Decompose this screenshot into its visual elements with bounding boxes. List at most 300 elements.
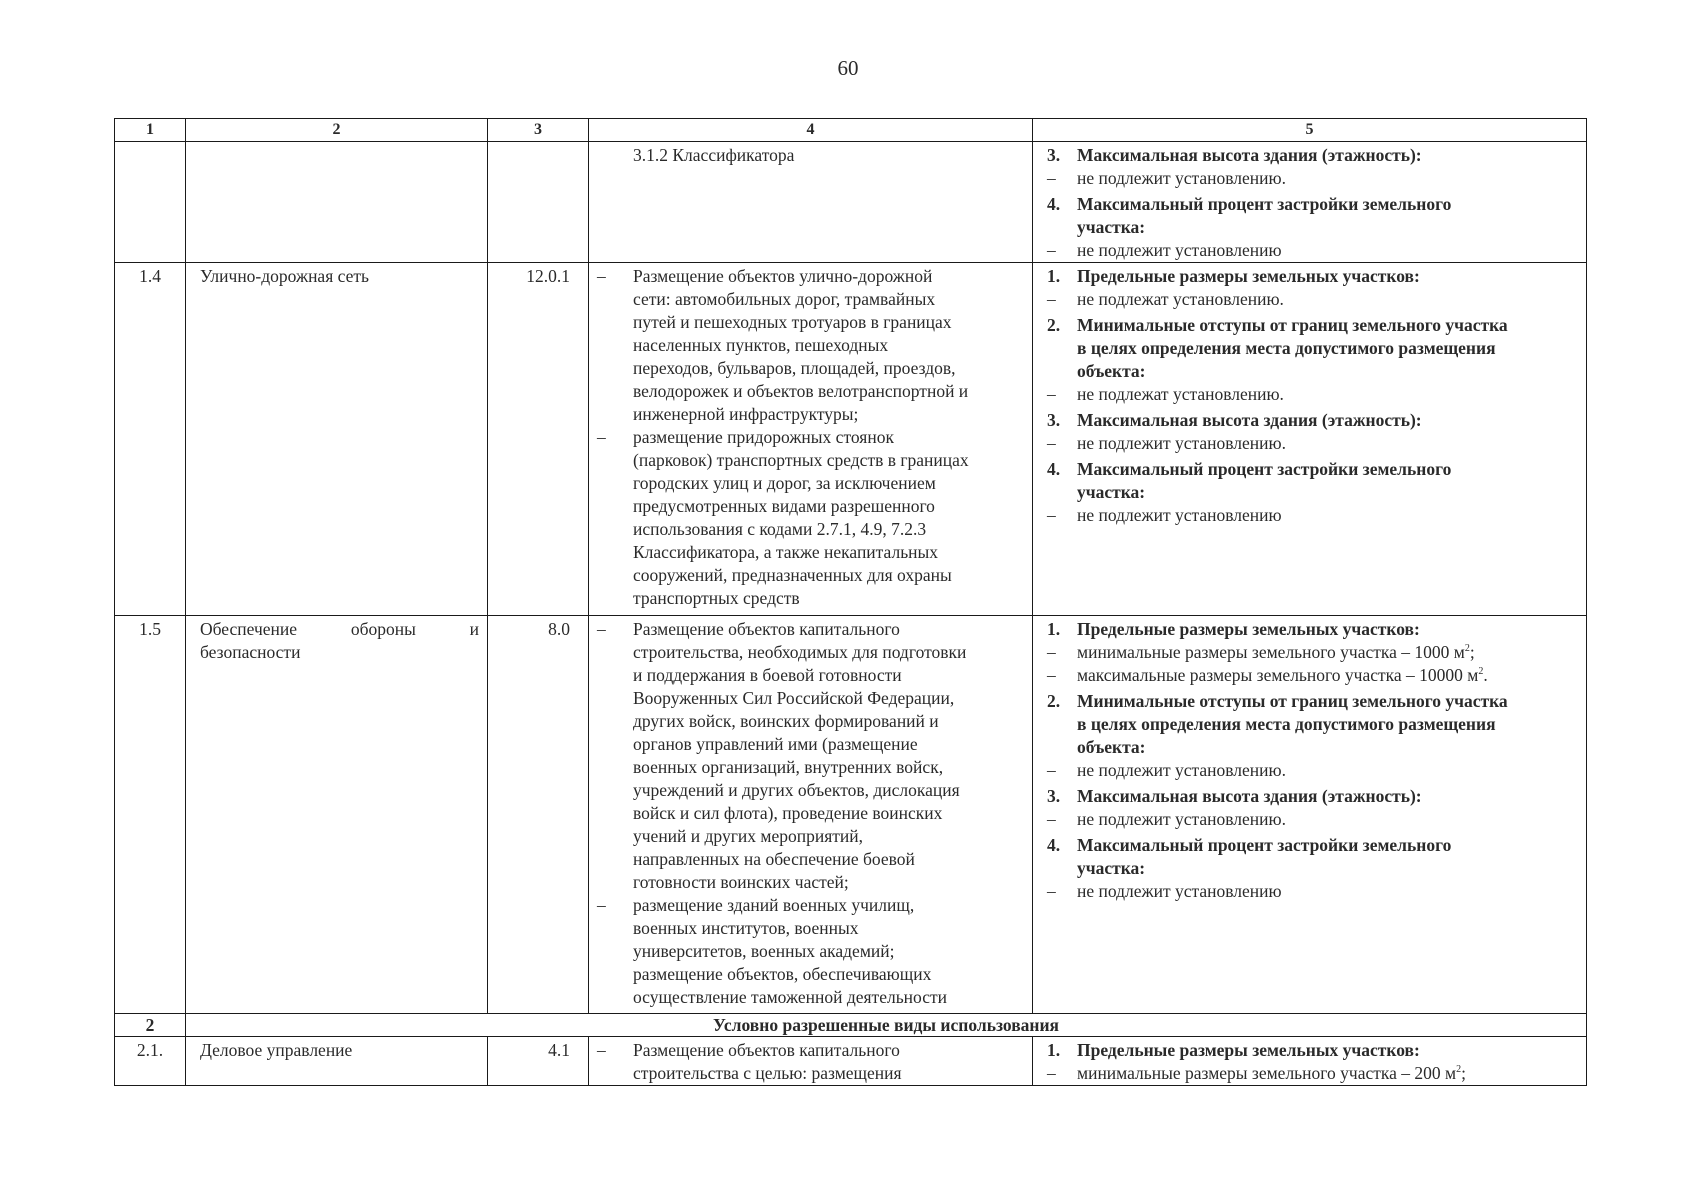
bullet-dash: –	[1047, 642, 1056, 662]
parameter-line	[1033, 409, 1582, 432]
line-punctuation: ;	[1469, 642, 1475, 662]
parameters-cell	[1033, 616, 1587, 1014]
line-text	[1077, 618, 1582, 641]
description-line	[589, 848, 1028, 871]
line-text	[633, 802, 1028, 825]
description-line	[589, 495, 1028, 518]
parameter-line	[1033, 337, 1582, 360]
item-number: 2.	[1047, 315, 1061, 335]
table-row	[115, 142, 1587, 263]
use-name-cell	[186, 142, 488, 263]
line-text-main: Максимальная высота здания (этажность):	[1077, 786, 1422, 806]
bullet-dash: –	[597, 895, 606, 915]
use-name-word: Обеспечение	[200, 619, 298, 639]
bullet-dash	[589, 963, 633, 986]
bullet-dash	[589, 495, 633, 518]
line-text-main: других войск, воинских формирований и	[633, 711, 939, 731]
bullet-dash	[589, 403, 633, 426]
bullet-dash: –	[1047, 1063, 1056, 1083]
line-text	[633, 403, 1028, 426]
line-text	[633, 733, 1028, 756]
parameter-line	[1033, 167, 1582, 190]
bullet-dash: –	[1047, 665, 1056, 685]
column-header: 1	[115, 119, 186, 142]
description-line	[589, 288, 1028, 311]
line-text	[633, 940, 1028, 963]
description-line	[589, 618, 1028, 641]
description-line	[589, 426, 1028, 449]
code-cell	[488, 142, 589, 263]
bullet-dash	[589, 710, 633, 733]
parameter-line	[1033, 458, 1582, 481]
line-text	[633, 288, 1028, 311]
line-text-main: осуществление таможенной деятельности	[633, 987, 948, 1007]
row-number: 1.4	[115, 263, 186, 616]
line-text	[1077, 1039, 1582, 1062]
line-text-main: населенных пунктов, пешеходных	[633, 335, 889, 355]
line-text-main: Размещение объектов улично-дорожной	[633, 266, 933, 286]
line-text	[1077, 857, 1582, 880]
description-line	[589, 687, 1028, 710]
bullet-dash	[589, 756, 633, 779]
line-text-main: объекта:	[1077, 737, 1146, 757]
parameter-line	[1033, 193, 1582, 216]
parameter-line	[1033, 481, 1582, 504]
line-text-main: не подлежит установлению.	[1077, 809, 1286, 829]
line-text-main: в целях определения места допустимого размещения	[1077, 338, 1496, 358]
line-text	[1077, 144, 1582, 167]
line-text-main: учений и других мероприятий,	[633, 826, 863, 846]
bullet-dash: –	[1047, 240, 1056, 260]
bullet-dash	[589, 940, 633, 963]
description-line	[589, 265, 1028, 288]
description-line	[589, 963, 1028, 986]
bullet-dash	[589, 380, 633, 403]
bullet-dash	[589, 449, 633, 472]
line-text-main: не подлежат установлению.	[1077, 289, 1284, 309]
line-text	[1077, 690, 1582, 713]
description-line	[589, 733, 1028, 756]
item-number: 1.	[1047, 1040, 1061, 1060]
description-line	[589, 564, 1028, 587]
line-text	[633, 710, 1028, 733]
parameter-line	[1033, 759, 1582, 782]
parameter-line	[1033, 1039, 1582, 1062]
line-text	[633, 449, 1028, 472]
item-number: 3.	[1047, 145, 1061, 165]
line-text	[1077, 834, 1582, 857]
parameter-line	[1033, 880, 1582, 903]
item-number: 3.	[1047, 410, 1061, 430]
line-text	[633, 265, 1028, 288]
parameter-line	[1033, 239, 1582, 262]
bullet-dash: –	[597, 619, 606, 639]
line-text-main: и поддержания в боевой готовности	[633, 665, 902, 685]
line-text	[633, 894, 1028, 917]
line-text-main: не подлежит установлению	[1077, 881, 1282, 901]
line-text	[1077, 432, 1582, 455]
line-text	[633, 618, 1028, 641]
bullet-dash	[589, 871, 633, 894]
use-name-line: безопасности	[200, 642, 301, 662]
line-text-main: направленных на обеспечение боевой	[633, 849, 915, 869]
bullet-dash	[589, 472, 633, 495]
parameters-cell	[1033, 1037, 1587, 1086]
parameter-line	[1033, 265, 1582, 288]
description-line	[589, 357, 1028, 380]
item-number: 4.	[1047, 194, 1061, 214]
row-number-cell	[115, 142, 186, 263]
parameter-line	[1033, 216, 1582, 239]
line-text-main: не подлежит установлению	[1077, 240, 1282, 260]
line-text	[1077, 265, 1582, 288]
column-header: 4	[589, 119, 1033, 142]
line-text-main: путей и пешеходных тротуаров в границах	[633, 312, 952, 332]
bullet-dash	[589, 1062, 633, 1085]
bullet-dash	[589, 587, 633, 610]
line-text	[633, 664, 1028, 687]
line-text	[633, 380, 1028, 403]
line-text-main: строительства с целью: размещения	[633, 1063, 902, 1083]
bullet-dash	[589, 664, 633, 687]
parameter-line	[1033, 1062, 1582, 1085]
bullet-dash	[589, 825, 633, 848]
description-line	[589, 1062, 1028, 1085]
description-cell	[589, 142, 1033, 263]
description-line	[589, 334, 1028, 357]
bullet-dash: –	[1047, 505, 1056, 525]
line-text	[1077, 288, 1582, 311]
column-header: 3	[488, 119, 589, 142]
line-text	[633, 641, 1028, 664]
use-name-word: обороны	[350, 619, 416, 639]
line-text-main: инженерной инфраструктуры;	[633, 404, 859, 424]
bullet-dash: –	[597, 427, 606, 447]
description-line	[589, 472, 1028, 495]
bullet-dash: –	[1047, 881, 1056, 901]
bullet-dash	[589, 541, 633, 564]
line-text-main: Размещение объектов капитального	[633, 1040, 900, 1060]
column-header-row	[115, 119, 1587, 142]
column-header: 5	[1033, 119, 1587, 142]
line-text	[633, 687, 1028, 710]
description-line	[589, 641, 1028, 664]
line-text-main: участка:	[1077, 482, 1146, 502]
description-cell	[589, 616, 1033, 1014]
bullet-dash	[589, 733, 633, 756]
line-text-main: сети: автомобильных дорог, трамвайных	[633, 289, 936, 309]
line-text-main: Максимальный процент застройки земельного	[1077, 835, 1452, 855]
description-line	[589, 825, 1028, 848]
line-text-main: Предельные размеры земельных участков:	[1077, 619, 1420, 639]
table-row	[115, 263, 1587, 616]
parameter-line	[1033, 785, 1582, 808]
line-text	[633, 825, 1028, 848]
zoning-table	[114, 118, 1587, 1086]
parameters-cell	[1033, 142, 1587, 263]
line-text	[1077, 759, 1582, 782]
item-number: 1.	[1047, 266, 1061, 286]
item-number: 2.	[1047, 691, 1061, 711]
line-text	[633, 311, 1028, 334]
line-text	[633, 518, 1028, 541]
line-text-main: войск и сил флота), проведение воинских	[633, 803, 943, 823]
bullet-dash	[589, 848, 633, 871]
section-title: Условно разрешенные виды использования	[186, 1014, 1587, 1037]
line-text	[1077, 337, 1582, 360]
item-number: 4.	[1047, 459, 1061, 479]
line-text-main: Максимальная высота здания (этажность):	[1077, 145, 1422, 165]
line-text	[633, 963, 1028, 986]
parameter-line	[1033, 360, 1582, 383]
bullet-dash	[589, 986, 633, 1009]
bullet-dash	[589, 564, 633, 587]
item-number: 3.	[1047, 786, 1061, 806]
line-text	[1077, 193, 1582, 216]
line-text	[1077, 664, 1582, 687]
bullet-dash: –	[1047, 168, 1056, 188]
line-text-main: Минимальные отступы от границ земельного участка	[1077, 315, 1508, 335]
line-text-main: городских улиц и дорог, за исключением	[633, 473, 936, 493]
line-text	[633, 1039, 1028, 1062]
line-text	[1077, 1062, 1582, 1085]
column-header: 2	[186, 119, 488, 142]
line-text-main: использования с кодами 2.7.1, 4.9, 7.2.3	[633, 519, 927, 539]
line-text-main: не подлежит установлению.	[1077, 168, 1286, 188]
description-line	[589, 940, 1028, 963]
row-number: 2.1.	[115, 1037, 186, 1086]
line-text	[633, 334, 1028, 357]
parameter-line	[1033, 690, 1582, 713]
line-text-main: участка:	[1077, 217, 1146, 237]
description-line	[589, 380, 1028, 403]
line-text	[1077, 713, 1582, 736]
line-text-main: размещение объектов, обеспечивающих	[633, 964, 932, 984]
use-name	[186, 616, 488, 1014]
line-text-main: строительства, необходимых для подготовки	[633, 642, 967, 662]
line-text	[633, 357, 1028, 380]
line-text	[1077, 785, 1582, 808]
bullet-dash	[589, 779, 633, 802]
line-text-main: Размещение объектов капитального	[633, 619, 900, 639]
bullet-dash: –	[597, 266, 606, 286]
description-line	[589, 986, 1028, 1009]
section-number: 2	[115, 1014, 186, 1037]
line-text-main: военных организаций, внутренних войск,	[633, 757, 944, 777]
line-text-main: университетов, военных академий;	[633, 941, 895, 961]
line-punctuation: .	[1483, 665, 1488, 685]
bullet-dash	[589, 687, 633, 710]
line-text-main: военных институтов, военных	[633, 918, 859, 938]
parameter-line	[1033, 664, 1582, 687]
bullet-dash	[1033, 857, 1077, 880]
classifier-code: 12.0.1	[488, 263, 589, 616]
description-line	[589, 518, 1028, 541]
line-text-main: учреждений и других объектов, дислокация	[633, 780, 960, 800]
description-line	[589, 1039, 1028, 1062]
section-row	[115, 1014, 1587, 1037]
table-row	[115, 1037, 1587, 1086]
line-text-main: размещение зданий военных училищ,	[633, 895, 915, 915]
line-text	[1077, 314, 1582, 337]
description-line	[589, 779, 1028, 802]
line-text-main: Максимальный процент застройки земельного	[1077, 459, 1452, 479]
parameter-line	[1033, 713, 1582, 736]
line-text-main: в целях определения места допустимого размещения	[1077, 714, 1496, 734]
line-text-main: Максимальный процент застройки земельного	[1077, 194, 1452, 214]
use-name-word: и	[469, 619, 479, 639]
line-text	[633, 564, 1028, 587]
line-text-main: транспортных средств	[633, 588, 800, 608]
parameters-cell	[1033, 263, 1587, 616]
bullet-dash: –	[1047, 760, 1056, 780]
line-text-main: предусмотренных видами разрешенного	[633, 496, 935, 516]
row-number: 1.5	[115, 616, 186, 1014]
description-line	[589, 917, 1028, 940]
line-text-main: Предельные размеры земельных участков:	[1077, 1040, 1420, 1060]
line-text	[633, 1062, 1028, 1085]
line-text	[633, 779, 1028, 802]
unit-superscript: 2	[1456, 1064, 1462, 1076]
line-text-main: Предельные размеры земельных участков:	[1077, 266, 1420, 286]
line-text	[1077, 481, 1582, 504]
bullet-dash: –	[597, 1040, 606, 1060]
bullet-dash: –	[1047, 809, 1056, 829]
line-text-main: размещение придорожных стоянок	[633, 427, 894, 447]
classifier-code: 4.1	[488, 1037, 589, 1086]
parameter-line	[1033, 383, 1582, 406]
bullet-dash: –	[1047, 289, 1056, 309]
description-cell	[589, 1037, 1033, 1086]
parameter-line	[1033, 288, 1582, 311]
line-text	[1077, 216, 1582, 239]
line-text-main: готовности воинских частей;	[633, 872, 849, 892]
description-line: 3.1.2 Классификатора	[633, 145, 795, 165]
bullet-dash: –	[1047, 384, 1056, 404]
line-text-main: велодорожек и объектов велотранспортной и	[633, 381, 969, 401]
line-text-main: не подлежит установлению.	[1077, 760, 1286, 780]
bullet-dash	[589, 334, 633, 357]
bullet-dash	[1033, 713, 1077, 736]
description-line	[589, 587, 1028, 610]
parameter-line	[1033, 834, 1582, 857]
line-text-main: не подлежит установлению.	[1077, 433, 1286, 453]
line-text-main: Классификатора, а также некапитальных	[633, 542, 939, 562]
description-line	[589, 403, 1028, 426]
line-text	[1077, 458, 1582, 481]
description-line	[589, 756, 1028, 779]
line-text-main: органов управлений ими (размещение	[633, 734, 918, 754]
line-text-main: Минимальные отступы от границ земельного участка	[1077, 691, 1508, 711]
line-text-main: минимальные размеры земельного участка – 1000 м	[1077, 642, 1465, 662]
line-text	[1077, 239, 1582, 262]
line-text-main: Максимальная высота здания (этажность):	[1077, 410, 1422, 430]
bullet-dash	[589, 518, 633, 541]
parameter-line	[1033, 736, 1582, 759]
bullet-dash	[1033, 360, 1077, 383]
bullet-dash	[1033, 736, 1077, 759]
use-name: Улично-дорожная сеть	[186, 263, 488, 616]
parameter-line	[1033, 504, 1582, 527]
unit-superscript: 2	[1464, 643, 1470, 655]
description-line	[589, 710, 1028, 733]
description-cell	[589, 263, 1033, 616]
line-text-main: сооружений, предназначенных для охраны	[633, 565, 952, 585]
line-text	[633, 426, 1028, 449]
line-text	[633, 541, 1028, 564]
line-text	[1077, 360, 1582, 383]
line-text-main: Вооруженных Сил Российской Федерации,	[633, 688, 955, 708]
bullet-dash	[589, 641, 633, 664]
line-text	[1077, 641, 1582, 664]
parameter-line	[1033, 432, 1582, 455]
parameter-line	[1033, 808, 1582, 831]
parameter-line	[1033, 144, 1582, 167]
bullet-dash	[1033, 337, 1077, 360]
page-number: 60	[837, 56, 859, 80]
use-name: Деловое управление	[186, 1037, 488, 1086]
line-text	[633, 472, 1028, 495]
line-text-main: максимальные размеры земельного участка – 10000 м	[1077, 665, 1479, 685]
parameter-line	[1033, 314, 1582, 337]
line-text	[1077, 383, 1582, 406]
bullet-dash	[1033, 216, 1077, 239]
line-text	[1077, 880, 1582, 903]
description-line	[589, 802, 1028, 825]
line-text	[633, 871, 1028, 894]
line-text-main: объекта:	[1077, 361, 1146, 381]
line-text	[1077, 736, 1582, 759]
table-row	[115, 616, 1587, 1014]
description-line	[589, 449, 1028, 472]
line-text-main: (парковок) транспортных средств в границах	[633, 450, 969, 470]
line-text	[633, 848, 1028, 871]
parameter-line	[1033, 857, 1582, 880]
line-text-main: не подлежат установлению.	[1077, 384, 1284, 404]
bullet-dash	[589, 288, 633, 311]
line-text	[633, 495, 1028, 518]
line-text	[1077, 409, 1582, 432]
bullet-dash	[589, 917, 633, 940]
line-text	[1077, 504, 1582, 527]
description-line	[589, 894, 1028, 917]
description-line	[589, 664, 1028, 687]
unit-superscript: 2	[1478, 666, 1484, 678]
line-text	[633, 917, 1028, 940]
line-text-main: минимальные размеры земельного участка – 200 м	[1077, 1063, 1457, 1083]
line-text	[633, 986, 1028, 1009]
bullet-dash: –	[1047, 433, 1056, 453]
item-number: 1.	[1047, 619, 1061, 639]
line-text	[633, 587, 1028, 610]
bullet-dash	[589, 357, 633, 380]
line-text-main: переходов, бульваров, площадей, проездов,	[633, 358, 956, 378]
line-punctuation: ;	[1461, 1063, 1466, 1083]
bullet-dash	[1033, 481, 1077, 504]
bullet-dash	[589, 802, 633, 825]
line-text-main: не подлежит установлению	[1077, 505, 1282, 525]
item-number: 4.	[1047, 835, 1061, 855]
line-text	[1077, 808, 1582, 831]
classifier-code: 8.0	[488, 616, 589, 1014]
line-text	[633, 756, 1028, 779]
parameter-line	[1033, 618, 1582, 641]
line-text	[1077, 167, 1582, 190]
line-text-main: участка:	[1077, 858, 1146, 878]
description-line	[589, 871, 1028, 894]
parameter-line	[1033, 641, 1582, 664]
description-line	[589, 541, 1028, 564]
